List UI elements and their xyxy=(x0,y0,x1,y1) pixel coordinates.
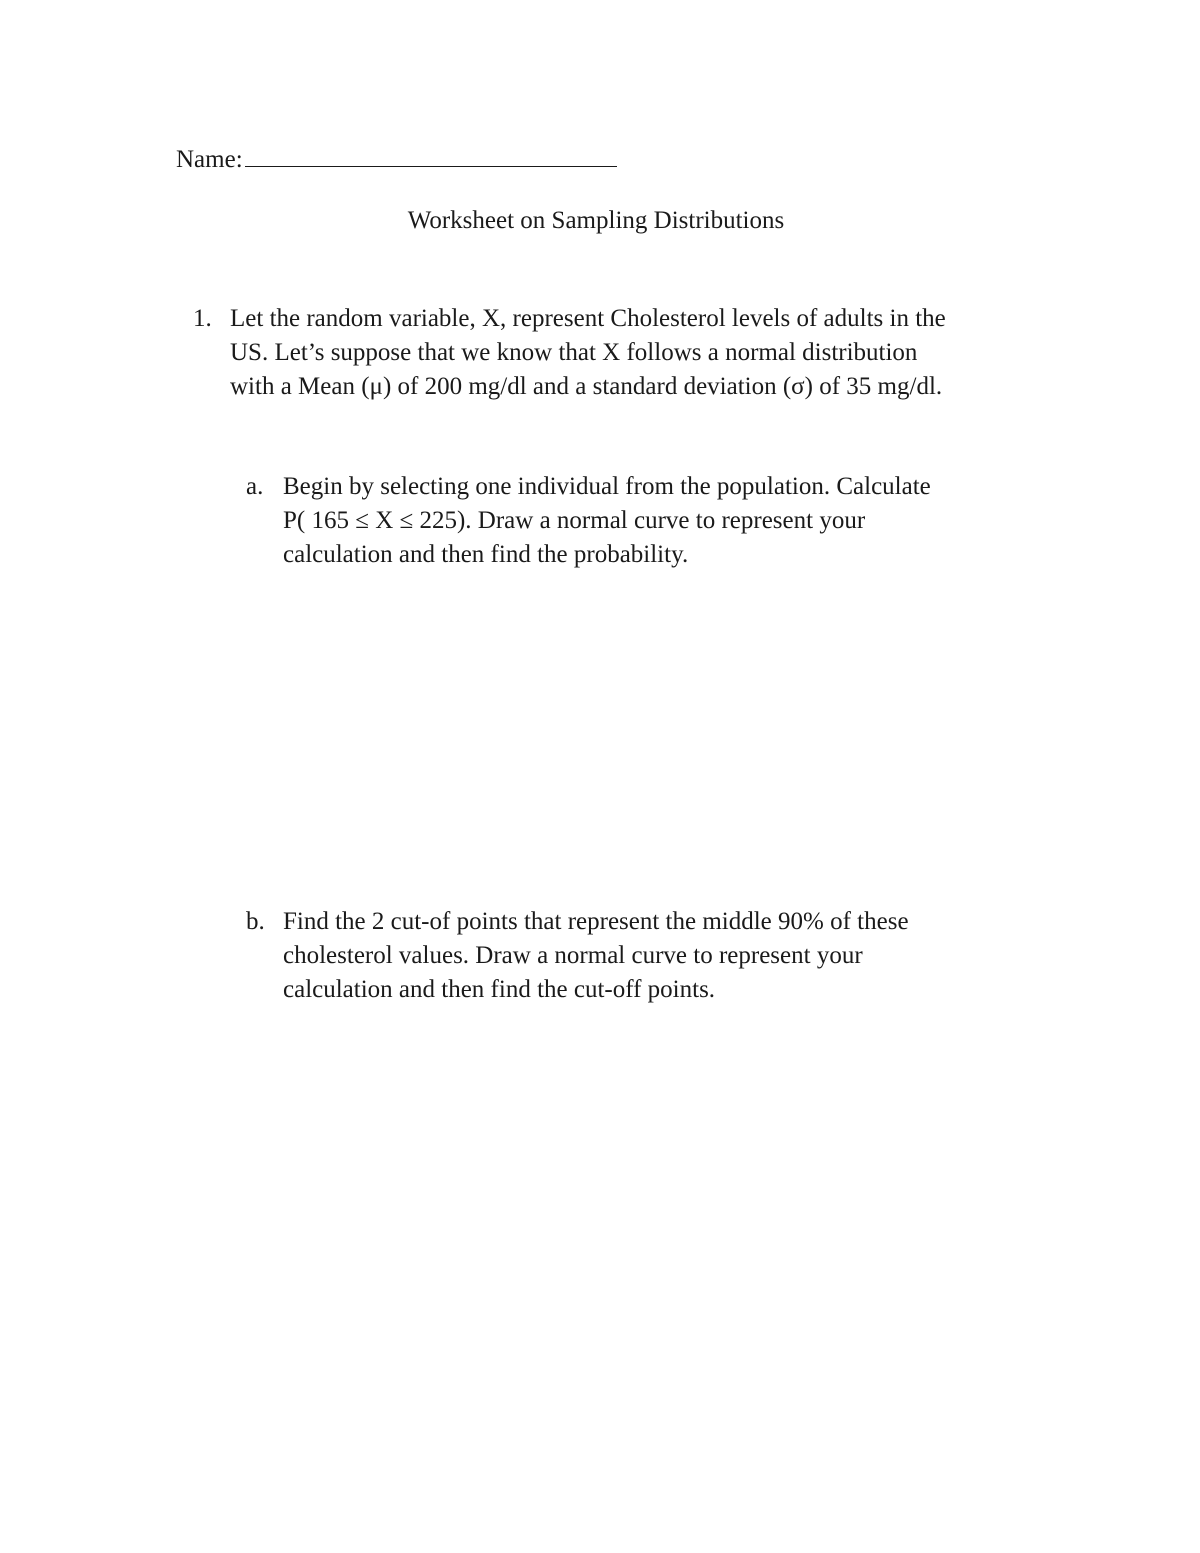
part-a-line: calculation and then find the probability. xyxy=(283,541,689,568)
name-field-row xyxy=(176,142,617,176)
question-1-text xyxy=(230,302,1030,404)
question-1-number: 1. xyxy=(193,305,212,332)
part-b-label: b. xyxy=(246,908,265,935)
part-b-line: Find the 2 cut-of points that represent the middle 90% of these xyxy=(283,908,909,935)
part-a-label: a. xyxy=(246,473,264,500)
name-label: Name: xyxy=(176,146,243,173)
part-a-line: P( 165 ≤ X ≤ 225). Draw a normal curve to represent your xyxy=(283,507,866,534)
question-1-line: Let the random variable, X, represent Cholesterol levels of adults in the xyxy=(230,305,946,332)
name-blank-line[interactable] xyxy=(245,142,617,167)
worksheet-title: Worksheet on Sampling Distributions xyxy=(407,207,785,234)
part-a-line: Begin by selecting one individual from the population. Calculate xyxy=(283,473,931,500)
part-b-line: cholesterol values. Draw a normal curve to represent your xyxy=(283,942,863,969)
part-b-text xyxy=(283,905,1023,1007)
question-1-line: US. Let’s suppose that we know that X follows a normal distribution xyxy=(230,339,918,366)
question-1-line: with a Mean (μ) of 200 mg/dl and a standard deviation (σ) of 35 mg/dl. xyxy=(230,373,943,400)
part-b-line: calculation and then find the cut-off points. xyxy=(283,976,716,1003)
part-a-text xyxy=(283,470,1023,572)
